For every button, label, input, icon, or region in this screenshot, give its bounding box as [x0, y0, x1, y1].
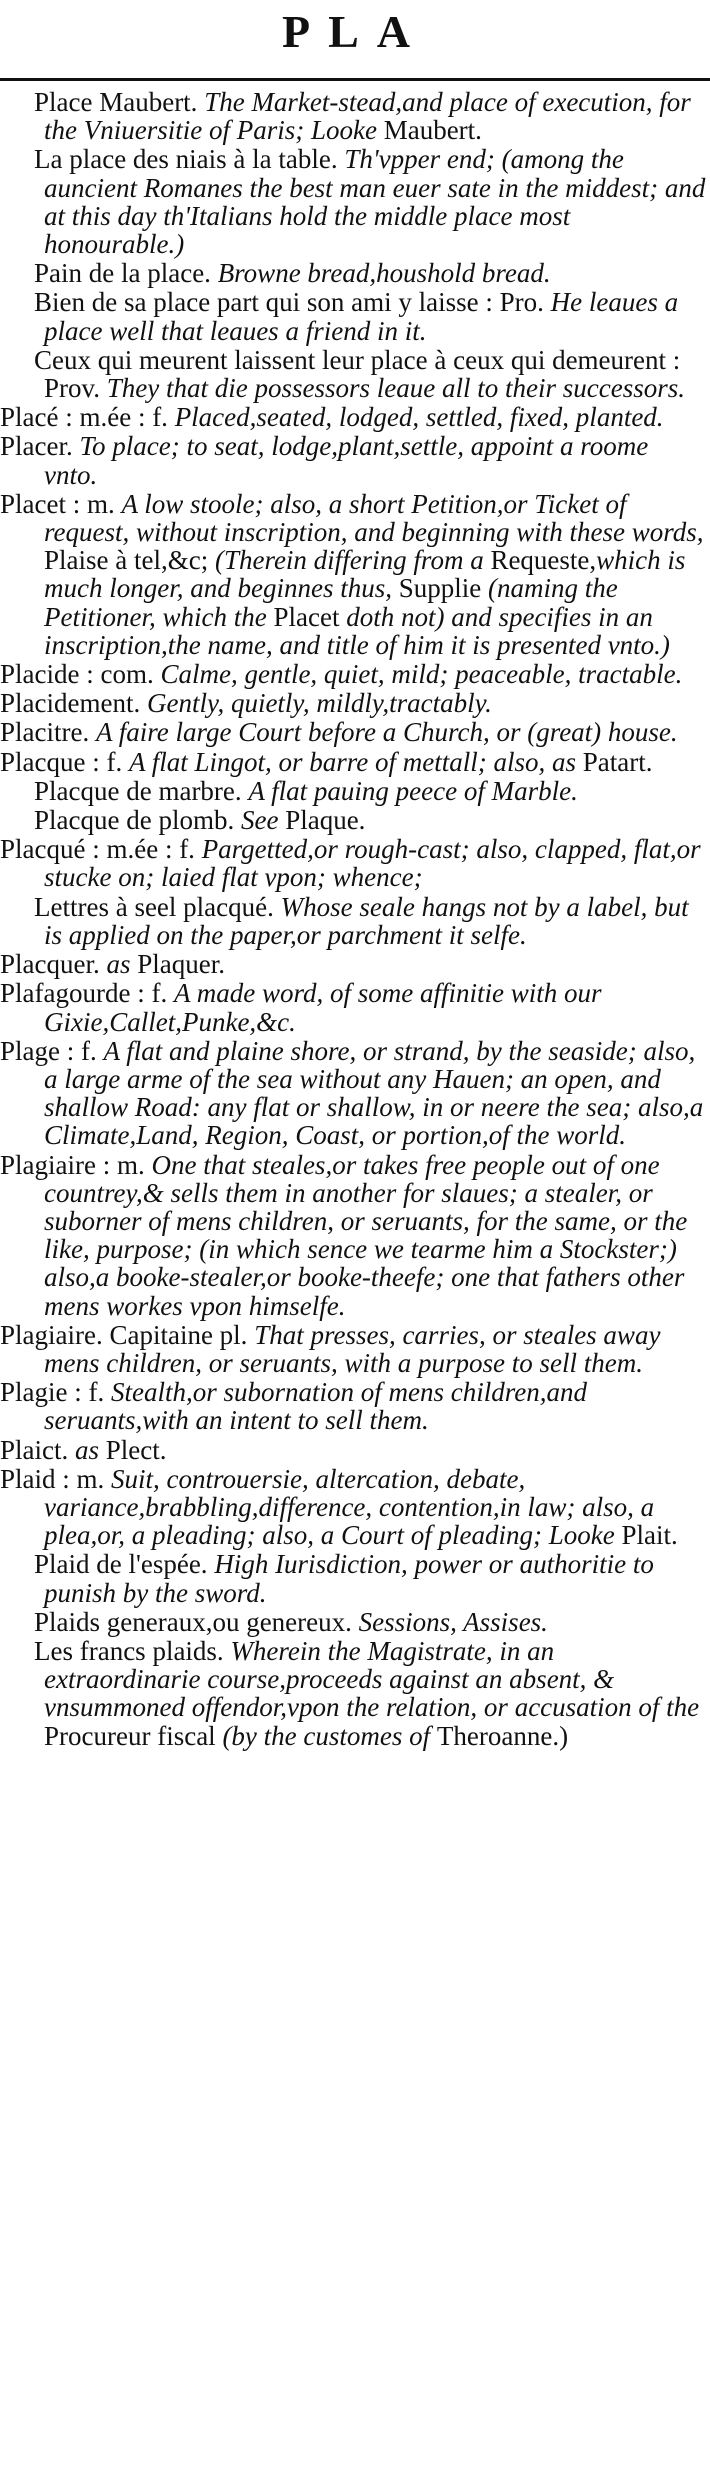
definition-text: A flat Lingot, or barre of mettall; also, as — [128, 746, 583, 777]
roman-text: Supplie — [398, 573, 488, 604]
definition-text: High Iurisdiction, power or authoritie to punish by the sword. — [44, 1549, 654, 1608]
dictionary-entry — [0, 718, 706, 746]
definition-text: as — [75, 1434, 106, 1465]
roman-text: Procureur fiscal — [44, 1720, 223, 1751]
definition-text: A flat and plaine shore, or strand, by the seaside; also, a large arme of the sea without any Hauen; an open, and shallow Road: any flat or shallow, in or neere the sea; also,a Climate,Land, Region, Coast, or portion,of the world. — [44, 1035, 704, 1151]
headword: Placque de plomb. — [34, 805, 241, 836]
running-head: PLA — [282, 6, 428, 57]
definition-text: Wherein the Magistrate, in an extraordinarie course,proceeds against an absent, & vnsummoned offendor,vpon the relation, or accusation of the — [44, 1635, 700, 1723]
roman-text: Theroanne.) — [436, 1720, 569, 1751]
headword: La place des niais à la table. — [34, 144, 345, 175]
headword: Placide : com. — [0, 659, 161, 690]
definition-text: To place; to seat, lodge,plant,settle, appoint a roome vnto. — [44, 431, 649, 490]
headword: Placqué : m.ée : f. — [0, 834, 202, 865]
dictionary-entry — [0, 689, 706, 717]
headword: Placet : m. — [0, 488, 122, 519]
definition-text: (by the customes of — [222, 1720, 437, 1751]
dictionary-entry — [0, 1436, 706, 1464]
definition-text: Pargetted,or rough-cast; also, clapped, flat,or stucke on; laied flat vpon; whence; — [44, 834, 701, 893]
definition-text: A faire large Court before a Church, or (great) house. — [95, 717, 678, 748]
dictionary-entry — [0, 1321, 706, 1377]
definition-text: See — [240, 805, 286, 836]
definition-text: One that steales,or takes free people out of one countrey,& sells them in another for slaues; a stealer, or suborner of mens children, or seruants, for the same, or the like, purpose; (in which sence we tearme him a Stockster;) also,a booke-stealer,or booke-theefe; one that fathers other mens workes vpon himselfe. — [44, 1149, 688, 1321]
dictionary-entry — [0, 1037, 706, 1150]
definition-text: Whose seale hangs not by a label, but is applied on the paper,or parchment it selfe. — [44, 891, 689, 950]
roman-text: Placet — [273, 601, 347, 632]
definition-text: Gently, quietly, mildly,tractably. — [146, 688, 492, 719]
entries-column — [0, 88, 706, 1751]
dictionary-entry — [0, 1378, 706, 1434]
roman-text: Requeste, — [490, 545, 597, 576]
dictionary-entry — [0, 660, 706, 688]
roman-text: Plaquer. — [137, 949, 225, 980]
dictionary-entry — [0, 1608, 706, 1636]
definition-text: (Therein differing from a — [214, 545, 491, 576]
dictionary-entry — [0, 835, 706, 891]
headword: Plagiaire : m. — [0, 1149, 152, 1180]
page-header — [0, 0, 710, 60]
headword: Placque : f. — [0, 746, 129, 777]
headword: Place Maubert. — [34, 87, 205, 117]
definition-text: They that die possessors leaue all to their successors. — [106, 373, 685, 404]
roman-text: Plect. — [105, 1434, 167, 1465]
roman-text: Maubert. — [383, 115, 482, 146]
dictionary-entry — [0, 748, 706, 776]
definition-text: which is much longer, and beginnes thus, — [44, 545, 686, 604]
dictionary-entry — [0, 1637, 706, 1750]
headword: Plaids generaux,ou genereux. — [34, 1606, 359, 1637]
definition-text: That presses, carries, or steales away mens children, or seruants, with a purpose to sell them. — [44, 1319, 661, 1378]
definition-text: A low stoole; also, a short Petition,or Ticket of request, without inscription, and beginning with these words, — [44, 488, 704, 548]
roman-text: Plaise à tel,&c; — [44, 545, 215, 576]
definition-text: Stealth,or subornation of mens children,and seruants,with an intent to sell them. — [44, 1377, 587, 1436]
headword: Placque de marbre. — [34, 775, 249, 806]
definition-text: Th'vpper end; (among the auncient Romanes the best man euer sate in the middest; and at this day th'Italians hold the middle place most honourable.) — [44, 144, 706, 260]
dictionary-entry — [0, 346, 706, 402]
definition-text: Sessions, Assises. — [358, 1606, 548, 1637]
headword: Ceux qui meurent laissent leur place à ceux qui demeurent : Prov. — [34, 344, 681, 404]
dictionary-entry — [0, 1151, 706, 1320]
definition-text: doth not) and specifies in an inscription,the name, and title of him it is presented vnto.) — [44, 601, 670, 660]
definition-text: Placed,seated, lodged, settled, fixed, planted. — [174, 402, 664, 433]
dictionary-entry — [0, 806, 706, 834]
definition-text: as — [106, 949, 138, 980]
roman-text: Patart. — [582, 746, 653, 777]
definition-text: The Market-stead,and place of execution, for the Vniuersitie of Paris; Looke — [44, 87, 691, 146]
definition-text: A flat pauing peece of Marble. — [248, 775, 578, 806]
headword: Plaict. — [0, 1434, 75, 1465]
dictionary-entry — [0, 950, 706, 978]
roman-text: Plaque. — [285, 805, 366, 836]
dictionary-entry — [0, 432, 706, 488]
dictionary-entry — [0, 288, 706, 344]
headword: Lettres à seel placqué. — [34, 891, 281, 922]
headword: Plafagourde : f. — [0, 978, 174, 1009]
dictionary-entry — [0, 145, 706, 258]
headword: Plaid de l'espée. — [34, 1549, 215, 1580]
dictionary-entry — [0, 88, 706, 144]
dictionary-entry — [0, 979, 706, 1035]
dictionary-entry — [0, 777, 706, 805]
dictionary-entry — [0, 893, 706, 949]
headword: Plage : f. — [0, 1035, 104, 1066]
dictionary-entry — [0, 490, 706, 659]
dictionary-entry — [0, 403, 706, 431]
headword: Placer. — [0, 431, 80, 462]
definition-text: He leaues a place well that leaues a friend in it. — [44, 287, 679, 346]
dictionary-entry — [0, 1465, 706, 1550]
definition-text: (naming the Petitioner, which the — [44, 573, 618, 632]
headword: Placé : m.ée : f. — [0, 402, 175, 433]
headword: Bien de sa place part qui son ami y laisse : Pro. — [34, 287, 551, 318]
headword: Pain de la place. — [34, 258, 218, 289]
header-rule — [0, 78, 710, 81]
headword: Placitre. — [0, 717, 96, 748]
headword: Placidement. — [0, 688, 147, 719]
dictionary-entry — [0, 1550, 706, 1606]
headword: Plagie : f. — [0, 1377, 111, 1408]
definition-text: Calme, gentle, quiet, mild; peaceable, tractable. — [160, 659, 683, 690]
headword: Les francs plaids. — [34, 1635, 231, 1666]
roman-text: Plait. — [621, 1520, 678, 1551]
definition-text: Browne bread,houshold bread. — [217, 258, 551, 289]
dictionary-entry — [0, 259, 706, 287]
headword: Placquer. — [0, 949, 107, 980]
definition-text: A made word, of some affinitie with our Gixie,Callet,Punke,&c. — [44, 978, 602, 1037]
definition-text: Suit, controuersie, altercation, debate, variance,brabbling,difference, contention,in law; also, a plea,or, a pleading; also, a Court of pleading; Looke — [44, 1463, 655, 1551]
headword: Plaid : m. — [0, 1463, 112, 1494]
headword: Plagiaire. Capitaine pl. — [0, 1319, 255, 1350]
